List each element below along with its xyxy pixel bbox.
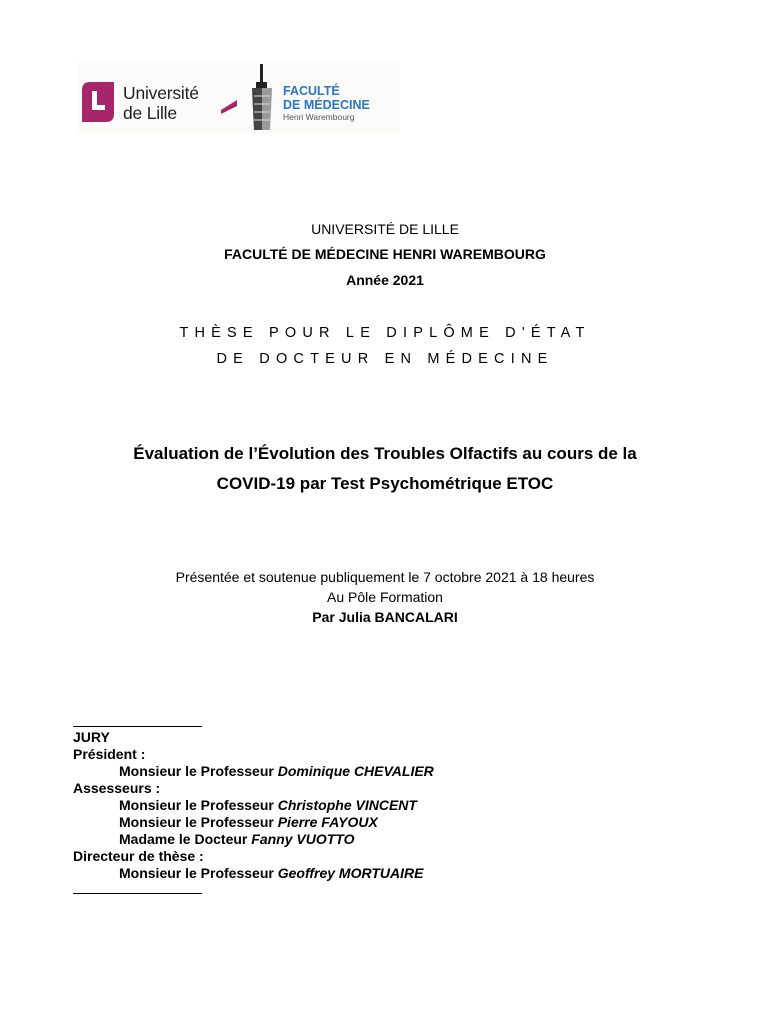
faculty-name: FACULTÉ DE MÉDECINE HENRI WAREMBOURG	[224, 246, 546, 262]
presentation-location: Au Pôle Formation	[327, 589, 443, 605]
de-lille-logo-text: de Lille	[123, 103, 177, 123]
thesis-type-line-2: DE DOCTEUR EN MÉDECINE	[216, 351, 554, 367]
thesis-type-line-1: THÈSE POUR LE DIPLÔME D'ÉTAT	[179, 325, 591, 341]
member-title: Monsieur le Professeur	[119, 814, 274, 830]
author-name: Par Julia BANCALARI	[312, 609, 458, 625]
academic-year: Année 2021	[346, 272, 424, 288]
jury-member-assessor	[119, 814, 378, 831]
member-title: Madame le Docteur	[119, 831, 248, 847]
university-name: UNIVERSITÉ DE LILLE	[311, 221, 459, 237]
president-label: Président :	[73, 746, 146, 762]
jury-member-president	[119, 763, 434, 780]
divider-top	[73, 726, 202, 727]
universite-logo-text: Université	[123, 83, 199, 103]
member-name: Fanny VUOTTO	[251, 831, 355, 847]
thesis-title-line-1: Évaluation de l’Évolution des Troubles Olfactifs au cours de la	[133, 444, 637, 463]
connector-arrow-icon	[219, 96, 239, 116]
faculte-logo-text: FACULTÉ	[283, 84, 340, 98]
jury-heading: JURY	[73, 729, 110, 745]
thesis-title-line-2: COVID-19 par Test Psychométrique ETOC	[216, 474, 554, 493]
presentation-date: Présentée et soutenue publiquement le 7 octobre 2021 à 18 heures	[175, 569, 595, 585]
member-title: Monsieur le Professeur	[119, 797, 274, 813]
de-medecine-logo-text: DE MÉDECINE	[283, 98, 370, 112]
divider-bottom	[73, 893, 202, 894]
member-name: Dominique CHEVALIER	[277, 763, 434, 779]
faculty-building-icon	[246, 62, 278, 132]
member-title: Monsieur le Professeur	[119, 763, 274, 779]
jury-member-assessor	[119, 831, 354, 848]
jury-member-assessor	[119, 797, 417, 814]
member-name: Christophe VINCENT	[277, 797, 417, 813]
member-name: Pierre FAYOUX	[277, 814, 378, 830]
member-title: Monsieur le Professeur	[119, 865, 274, 881]
member-name: Geoffrey MORTUAIRE	[277, 865, 424, 881]
universite-lille-logo-icon	[80, 80, 116, 124]
director-label: Directeur de thèse :	[73, 848, 204, 864]
assessors-label: Assesseurs :	[73, 780, 161, 796]
henri-warembourg-logo-text: Henri Warembourg	[283, 112, 355, 122]
jury-member-director	[119, 865, 423, 882]
